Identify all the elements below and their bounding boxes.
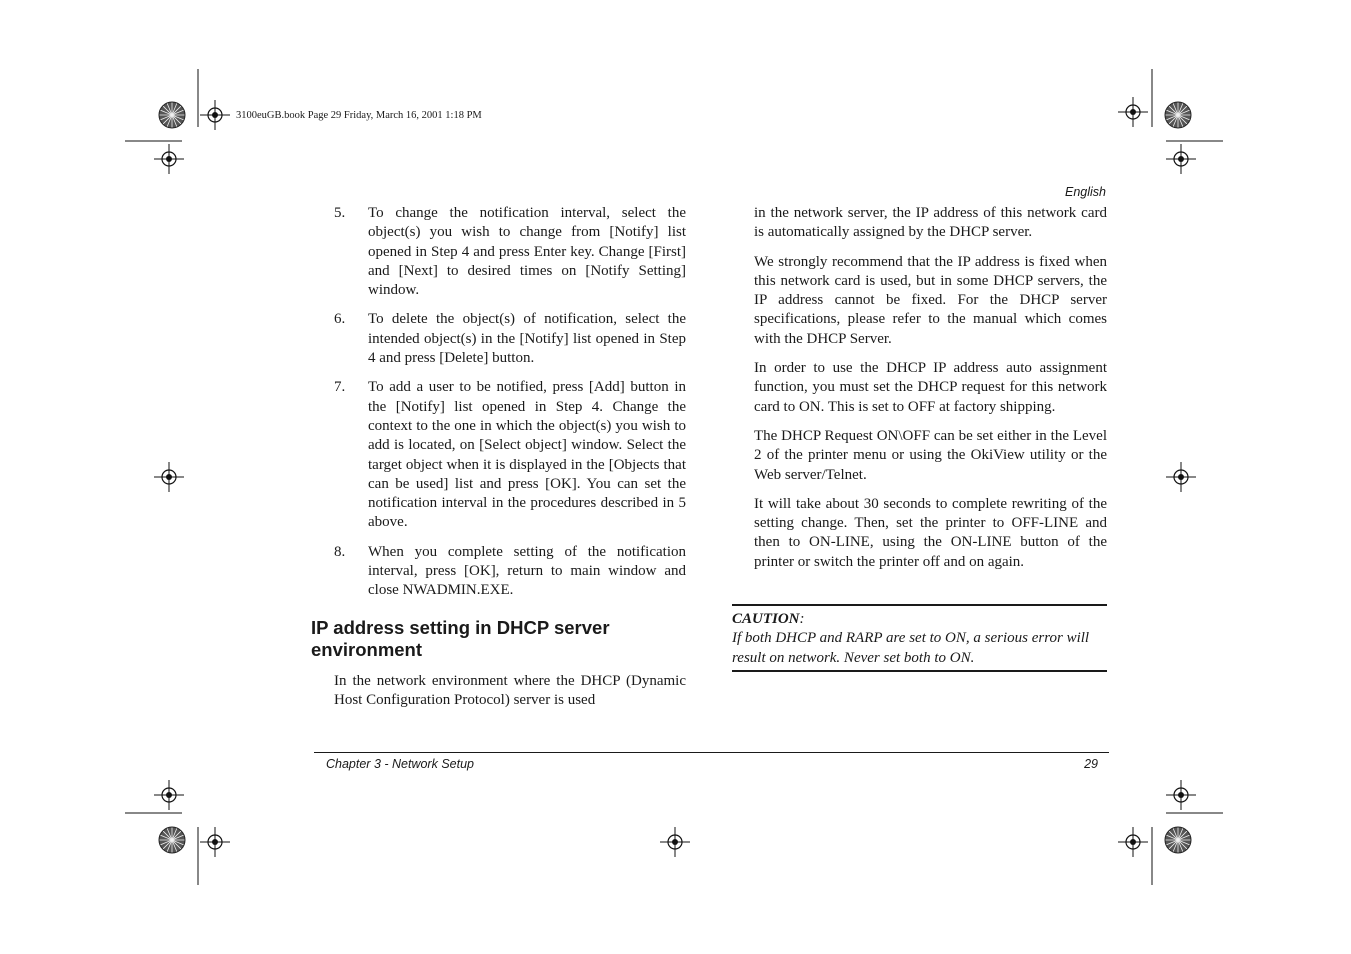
caution-title-line [732,610,1107,629]
section-intro: In the network environment where the DHCP (Dynamic Host Configuration Protocol) server is used [334,673,686,709]
registration-mark-icon [1166,462,1196,492]
star-target-icon [159,827,185,853]
paragraph: We strongly recommend that the IP address is fixed when this network card is used, but in some DHCP servers, the IP address cannot be fixed. For the DHCP server specifications, please refer to the manual which comes with the DHCP Server. [754,253,1107,347]
paragraph: It will take about 30 seconds to complete rewriting of the setting change. Then, set the printer to OFF-LINE and then to ON-LINE, using the ON-LINE button of the printer or switch the printer off and on again. [754,495,1107,570]
left-column [334,204,686,611]
star-target-icon [1165,827,1191,853]
list-item-number: 7. [334,379,346,396]
list-item [334,310,686,368]
star-target-icon [1165,102,1191,128]
language-label: English [1065,185,1106,199]
list-item-text: To add a user to be notified, press [Add] button in the [Notify] list opened in Step 4. Change the context to the one in which the object(s) you wish to add is located, on [Select object] window. Select the target object when it is displayed in the [Objects that can be used] list and press [OK]. You can set the notification interval in the procedures described in 5 above. [368,379,686,531]
paragraph: In order to use the DHCP IP address auto assignment function, you must set the DHCP request for this network card to ON. This is set to OFF at factory shipping. [754,360,1107,415]
registration-mark-icon [154,462,184,492]
registration-mark-icon [154,780,184,810]
list-item-text: To change the notification interval, select the object(s) you wish to change from [Notify] list opened in Step 4 and press Enter key. Change [First] and [Next] to desired times on [Notify Setting] window. [368,205,686,299]
list-item [334,204,686,300]
list-item [334,378,686,532]
right-column [754,204,1107,582]
registration-mark-icon [200,827,230,857]
list-item-number: 8. [334,543,346,560]
paragraph: The DHCP Request ON\OFF can be set either in the Level 2 of the printer menu or using the OkiView utility or the Web server/Telnet. [754,427,1107,483]
caution-box [732,604,1107,672]
registration-mark-icon [154,144,184,174]
page-number: 29 [1084,757,1098,771]
caution-colon: : [799,611,805,627]
list-item-number: 5. [334,205,346,221]
list-item [334,543,686,601]
footer-rule [314,752,1109,753]
chapter-title: Chapter 3 - Network Setup [326,757,474,771]
registration-mark-icon [1118,827,1148,857]
star-target-icon [159,102,185,128]
section-heading: IP address setting in DHCP server environment [311,617,610,660]
registration-mark-icon [200,100,230,130]
caution-title: CAUTION [732,611,800,627]
caution-text: If both DHCP and RARP are set to ON, a serious error will result on network. Never set both to ON. [732,630,1090,666]
list-item-number: 6. [334,311,346,328]
list-item-text: When you complete setting of the notification interval, press [OK], return to main window and close NWADMIN.EXE. [368,543,686,599]
registration-mark-icon [1166,780,1196,810]
list-item-text: To delete the object(s) of notification, select the intended object(s) in the [Notify] list opened in Step 4 and press [Delete] button. [368,311,686,367]
paragraph: in the network server, the IP address of this network card is automatically assigned by the DHCP server. [754,205,1107,241]
registration-mark-icon [660,827,690,857]
book-info-line: 3100euGB.book Page 29 Friday, March 16, 2001 1:18 PM [236,110,482,121]
registration-mark-icon [1118,97,1148,127]
registration-mark-icon [1166,144,1196,174]
